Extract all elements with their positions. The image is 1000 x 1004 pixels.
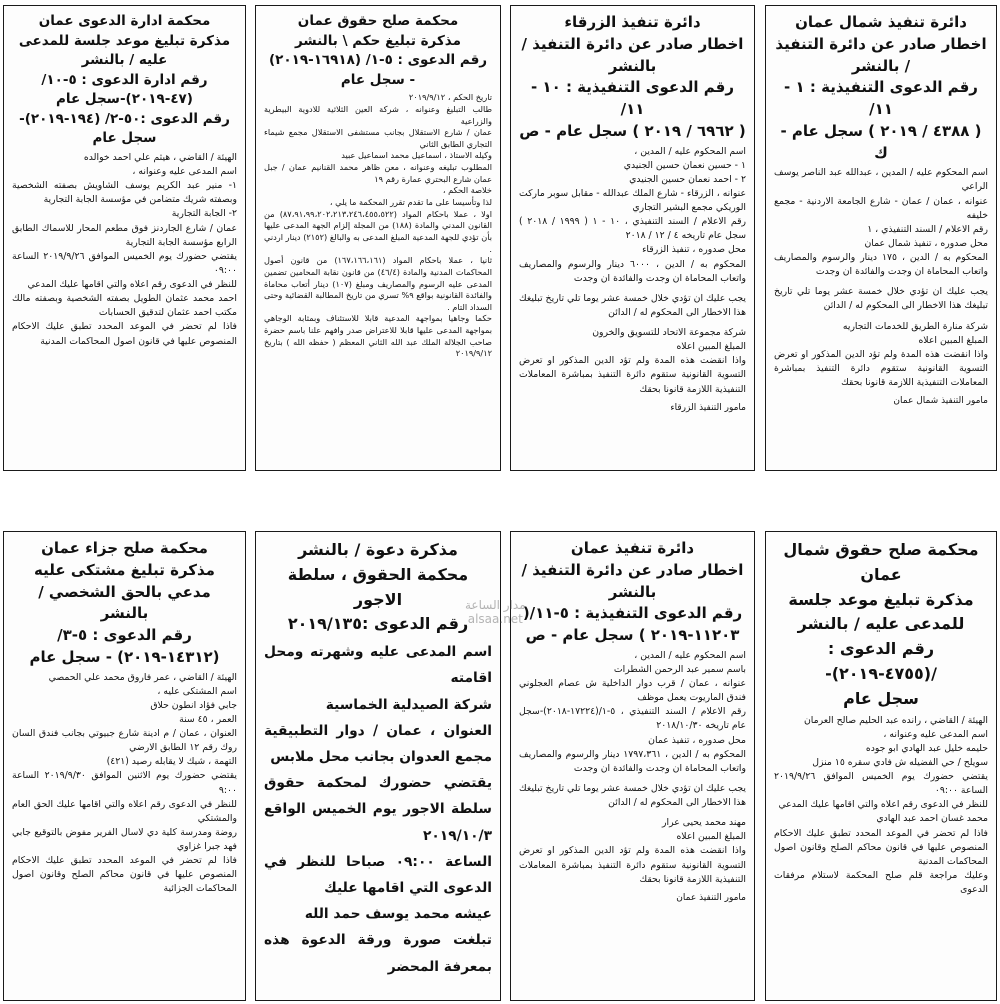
notice-amman-execution	[510, 531, 755, 1001]
notice-type: اخطار صادر عن دائرة التنفيذ / بالنشر	[775, 34, 987, 75]
paragraph: فاذا لم تحضر في الموعد المحدد تطبق عليك الاحكام المنصوص عليها في قانون محاكم الصلح وقانون اصول المحاكمات الجزائية	[12, 855, 237, 895]
paragraph: حكما وجاهيا بمواجهة المدعية قابلا للاستئناف وبمثابة الوجاهي بمواجهة المدعى عليها قابلا للاعتراض صدر وافهم علنا باسم حضرة صاحب الجلالة الملك عبد الله الثاني المعظم ( حفظه الله ) بتاريخ ٢٠١٩/٩/١٢	[264, 313, 492, 359]
court-name: محكمة ادارة الدعوى عمان	[38, 13, 211, 29]
signature: مامور التنفيذ عمان	[676, 892, 746, 903]
paragraph: محل صدوره ، تنفيذ عمان	[648, 734, 746, 746]
case-number: رقم الدعوى التنفيذية : ١٠ - ١١/	[530, 78, 735, 118]
notice-body	[519, 649, 746, 887]
notice-heading	[12, 538, 237, 669]
notice-heading	[264, 12, 492, 90]
case-number: رقم الدعوى التنفيذية : ٥-١١/(	[522, 604, 743, 623]
notice-heading	[774, 538, 988, 712]
paragraph: فاذا لم تحضر في الموعد المحدد تطبق عليك الاحكام المنصوص عليها في قانون محاكم الصلح وقانون اصول المحاكمات المدنية	[774, 827, 988, 867]
paragraph: المحكوم به / الدين ، ٦٠٠٠ دينار والرسوم والمصاريف واتعاب المحاماة ان وجدت والفائدة ان وجدت	[519, 258, 746, 284]
paragraph: اولا ، عملا باحكام المواد (٨٧،٩١،٩٩،٢٠٢،٢١٣،٢٤٦،٤٥٥،٥٢٢) من القانون المدني والمادة (١٨٨) من المجلة إلزام الجهة المدعى عليها بأن تؤدي للجهة المدعية المبلغ المدعى به والبالغ (٢١٥٢) دينار اردني .	[264, 208, 492, 254]
paragraph: المبلغ المبين اعلاه	[918, 334, 988, 346]
paragraph: المبلغ المبين اعلاه	[676, 341, 746, 353]
paragraph: عنوانه ، عمان / قرب دوار الداخلية ش عصام العجلوني فندق الماريوت يعمل موظف	[519, 678, 746, 704]
case-register: (٤٧-٢٠١٩)-سجل عام	[56, 91, 193, 108]
paragraph: واذا انقضت هذه المدة ولم تؤد الدين المذكور او تعرض التسوية القانونية ستقوم دائرة التنفيذ بمباشرة المعاملات التنفيذية اللازمة قانونا بحقك	[519, 355, 746, 395]
notice-amman-case-management	[3, 5, 246, 471]
case-number: رقم الدعوى :٢٠١٩/١٣٥	[287, 614, 469, 634]
paragraph: للنظر في الدعوى رقم اعلاه والتي اقامها عليك الحق العام والمشتكي	[12, 798, 237, 824]
notice-north-amman-execution	[765, 5, 997, 471]
case-number: رقم الدعوى : ٥-٣/	[57, 626, 192, 644]
paragraph: العنوان ، عمان / م ادينة شارع جبيوتي بجانب فندق السان روك رقم ١٢ الطابق الارضي	[12, 728, 237, 754]
paragraph: العنوان ، عمان / دوار التطبيقية مجمع العدوان بجانب محل ملابس	[264, 722, 492, 765]
notice-body	[264, 92, 492, 360]
case-number-2: رقم الدعوى :٥٠-٢/ (١٩٤-٢٠١٩)-	[19, 110, 230, 127]
paragraph: مهند محمد يحيى عرار	[662, 817, 746, 829]
paragraph: المحكوم به / الدين ، ١٧٥ دينار والرسوم والمصاريف واتعاب المحاماة ان وجدت والفائدة ان وجدت	[774, 252, 988, 278]
paragraph: واذا انقضت هذه المدة ولم تؤد الدين المذكور او تعرض التسوية القانونية ستقوم دائرة التنفيذ بمباشرة المعاملات التنفيذية اللازمة قانونا بحقك	[519, 845, 746, 885]
paragraph: وكيله الاستاذ ، اسماعيل محمد اسماعيل عبيد	[341, 150, 492, 161]
notice-body	[12, 671, 237, 897]
paragraph: رقم الاعلام / السند التنفيذي ، ١	[867, 223, 988, 235]
paragraph: محمد غسان احمد عبد الهادي	[876, 813, 988, 825]
paragraph: واذا انقضت هذه المدة ولم تؤد الدين المذكور او تعرض التسوية القانونية ستقوم دائرة التنفيذ بمباشرة المعاملات التنفيذية اللازمة قانونا بحقك	[774, 348, 988, 388]
paragraph: اسم المشتكى عليه ،	[157, 685, 237, 697]
paragraph: ١- منير عبد الكريم يوسف الشاويش بصفته الشخصية وبصفته شريك متضامن في مؤسسة الجابة التجارية	[12, 180, 237, 206]
court-name: محكمة صلح حقوق عمان	[297, 13, 459, 29]
paragraph: يجب عليك ان تؤدي خلال خمسة عشر يوما تلي تاريخ تبليغك هذا الاخطار الى المحكوم له / الدائن	[519, 782, 746, 808]
court-name: محكمة الحقوق ، سلطة الاجور	[287, 564, 469, 609]
notice-type: مذكرة تبليغ حكم \ بالنشر	[295, 32, 461, 49]
notice-type: مذكرة تبليغ مشتكى عليه مدعي بالحق الشخصي / بالنشر	[34, 560, 215, 623]
paragraph: عيشه محمد يوسف حمد الله	[304, 906, 492, 923]
case-register: ( ٤٣٨٨ / ٢٠١٩ ) سجل عام - ك	[780, 121, 982, 162]
paragraph: عنوانه ، الزرقاء - شارع الملك عبدالله - مقابل سوبر ماركت الوريكي مجمع البشير التجاري	[519, 187, 746, 213]
paragraph: يقتضي حضورك يوم الاثنين الموافق ٢٠١٩/٩/٣٠ الساعة ٩:٠٠	[12, 770, 237, 796]
notice-type: اخطار صادر عن دائرة التنفيذ / بالنشر	[521, 560, 744, 601]
paragraph: تاريخ الحكم ، ٢٠١٩/٩/١٢	[408, 92, 492, 103]
case-number: رقم الدعوى : ٥-١/ (١٦٩١٨-٢٠١٩)	[268, 52, 488, 69]
paragraph: العمر ، ٤٥ سنة	[179, 713, 237, 725]
paragraph: روضة ومدرسة كلية دي لاسال الفرير مفوض بالتوقيع جابي فهد جبرا غزاوي	[12, 826, 237, 852]
paragraph: المحكوم به / الدين ، ١٧٩٧،٣٦١ دينار والرسوم والمصاريف واتعاب المحاماة ان وجدت والفائدة ان وجدت	[519, 748, 746, 774]
watermark-arabic: مدار الساعة	[465, 598, 526, 612]
paragraph: اسم المحكوم عليه / المدين ، عبدالله عبد الناصر يوسف الراعي	[774, 167, 988, 193]
court-name: دائرة تنفيذ عمان	[570, 539, 695, 557]
paragraph: للنظر في الدعوى رقم اعلاه والتي اقامها عليك المدعي	[27, 279, 237, 291]
paragraph: الهيئة / القاضي ، رانده عبد الحليم صالح العرمان	[803, 714, 988, 726]
notice-zarqa-execution	[510, 5, 755, 471]
notice-body	[774, 714, 988, 898]
court-name: دائرة تنفيذ الزرقاء	[564, 13, 701, 31]
paragraph: رقم الاعلام / السند التنفيذي ، ١٠ - ١ ( ١٩٩٩ / ٢٠١٨ ) سجل عام تاريخه ٤ / ١٢ / ٢٠١٨	[519, 216, 747, 242]
paragraph: ٢ - احمد نعمان حسين الجنيدي	[629, 173, 746, 185]
paragraph: باسم سمير عبد الرحمن الشطرات	[613, 663, 746, 675]
paragraph: سويلح / حي الفضيله ش فادي سقره ١٥ منزل	[812, 756, 988, 768]
notice-heading	[519, 538, 746, 647]
paragraph: جابي فؤاد انطون حلاق	[150, 699, 237, 711]
notice-heading	[264, 538, 492, 637]
paragraph: للنظر في الدعوى رقم اعلاه والتي اقامها عليك المدعي	[778, 799, 988, 811]
court-name: محكمة صلح حقوق شمال عمان	[783, 540, 979, 584]
notice-body	[12, 151, 237, 349]
paragraph: يجب عليك ان تؤدي خلال خمسة عشر يوما تلي تاريخ تبليغك هذا الاخطار الى المحكوم له / الدائن	[519, 292, 746, 318]
paragraph: عمان / شارع الجاردنز فوق مطعم المحار للاسماك الطابق الرابع مؤسسة الجابة التجارية	[12, 222, 237, 248]
paragraph: الهيئة / القاضي ، هيثم علي احمد خوالده	[83, 151, 237, 163]
paragraph: يقتضي حضورك يوم الخميس الموافق ٢٠١٩/٩/٢٦ الساعة ٠٩:٠٠	[774, 771, 988, 797]
notice-body	[264, 639, 492, 980]
paragraph: يقتضي حضورك يوم الخميس الموافق ٢٠١٩/٩/٢٦ الساعة ٠٩:٠٠	[12, 250, 238, 276]
paragraph: رقم الاعلام / السند التنفيذي ، ٥-١/(١٧٢٢٤-٢٠١٨)-سجل عام تاريخه ٢٠١٨/١٠/٣٠	[519, 706, 746, 732]
signature: مامور التنفيذ الزرقاء	[670, 402, 746, 413]
paragraph: تبلغت صورة ورقة الدعوة هذه بمعرفة المحضر	[264, 932, 492, 975]
paragraph: المبلغ المبين اعلاه	[676, 831, 746, 843]
paragraph: ثانيا ، عملا باحكام المواد (١٦٧،١٦٦،١٦١) من قانون أصول المحاكمات المدنية والمادة (٤٦/٤) من قانون نقابة المحامين تضمين المدعى عليه الرسوم والمصاريف ومبلغ (١٠٧) دينار أتعاب محاماة والفائدة القانونية بواقع ٩% تسري من تاريخ المطالبة القضائية وحتى السداد التام .	[264, 255, 493, 312]
paragraph: يجب عليك ان تؤدي خلال خمسة عشر يوما تلي تاريخ تبليغك هذا الاخطار الى المحكوم له / الدائن	[774, 286, 988, 312]
paragraph: عمان / شارع الاستقلال بجانب مستشفى الاستقلال مجمع شيماء التجاري الطابق الثاني	[264, 127, 492, 149]
notice-north-amman-civil	[765, 531, 997, 1001]
notice-wage-authority-summons	[255, 531, 501, 1001]
paragraph: محل صدوره ، تنفيذ الزرقاء	[642, 244, 746, 256]
paragraph: اسم المحكوم عليه / المدين ،	[634, 145, 746, 157]
court-name: دائرة تنفيذ شمال عمان	[795, 13, 967, 31]
notice-amman-criminal	[3, 531, 246, 1001]
paragraph: شركة مجموعة الاتحاد للتسويق والخرون	[592, 327, 746, 338]
notice-type: مذكرة دعوة / بالنشر	[298, 540, 458, 559]
paragraph: اسم المدعى عليه وشهرته ومحل اقامته	[264, 644, 492, 687]
notice-amman-civil-judgment	[255, 5, 501, 471]
paragraph: حليمه خليل عبد الهادي ابو جوده	[865, 742, 988, 754]
notice-type: اخطار صادر عن دائرة التنفيذ / بالنشر	[521, 34, 744, 75]
paragraph: الهيئة / القاضي ، عمر فاروق محمد علي الحمصي	[48, 671, 237, 683]
notice-heading	[12, 12, 237, 149]
paragraph: التهمة ، شيك لا يقابله رصيد (٤٢١)	[106, 756, 237, 768]
paragraph: محل صدوره ، تنفيذ شمال عمان	[864, 237, 988, 249]
case-register: - سجل عام	[340, 71, 416, 88]
notice-body	[774, 166, 988, 390]
case-register: سجل عام	[843, 688, 919, 708]
case-register-2: سجل عام	[92, 130, 157, 147]
paragraph: عنوانه ، عمان / عمان - شارع الجامعة الاردنية - مجمع خليفه	[774, 195, 988, 221]
case-number: رقم ادارة الدعوى : ٥-١٠/	[41, 71, 208, 88]
paragraph: لذا وتأسيسا على ما تقدم تقرر المحكمة ما يلي ،	[329, 197, 492, 208]
paragraph: احمد محمد عثمان الطويل بصفته الشخصية وبصفته مالك مكتب احمد عثمان لتدقيق الحسابات	[12, 293, 237, 319]
paragraph: شركة منارة الطريق للخدمات التجاريه	[842, 320, 988, 332]
case-number: رقم الدعوى التنفيذية : ١ - ١١/	[784, 78, 978, 118]
paragraph: فاذا لم تحضر في الموعد المحدد تطبق عليك الاحكام المنصوص عليها في قانون اصول المحاكمات المدنية	[12, 321, 237, 347]
paragraph: المطلوب تبليغه وعنوانه ، معن ظاهر محمد القنانيم عمان / جبل عمان شارع البحتري عمارة رقم ١٩	[264, 162, 492, 184]
paragraph: يقتضي حضورك لمحكمة حقوق سلطة الاجور يوم الخميس الواقع ٢٠١٩/١٠/٣	[264, 775, 492, 844]
signature: مامور التنفيذ شمال عمان	[893, 396, 988, 407]
case-register: (١٤٣١٢-٢٠١٩) - سجل عام	[29, 647, 220, 666]
watermark-latin: alsaa.net	[467, 612, 523, 627]
notice-type: مذكرة تبليغ موعد جلسة للمدعى عليه / بالنشر	[788, 589, 974, 634]
notice-heading	[519, 12, 746, 143]
court-name: محكمة صلح جزاء عمان	[41, 539, 208, 557]
paragraph: خلاصة الحكم ،	[442, 185, 492, 196]
notice-heading	[774, 12, 988, 164]
notice-body	[519, 145, 746, 397]
paragraph: ١ - حسين نعمان حسين الجنيدي	[623, 159, 746, 171]
paragraph: اسم المدعى عليه وعنوانه ،	[883, 728, 988, 740]
paragraph: اسم المدعى عليه وعنوانه ،	[132, 166, 237, 178]
paragraph: الساعة ٠٩:٠٠ صباحا للنظر في الدعوى التي اقامها عليك	[264, 853, 493, 897]
paragraph: ٢- الجابة التجارية	[171, 208, 237, 220]
case-register: ١١٢٠٣-٢٠١٩ ) سجل عام - ص	[525, 626, 740, 644]
paragraph: وعليك مراجعة قلم صلح المحكمة لاستلام مرفقات الدعوى	[774, 869, 988, 896]
case-number: رقم الدعوى : /(٤٧٥٥-٢٠١٩)-	[825, 639, 937, 683]
case-register: ( ٦٩٦٢ / ٢٠١٩ ) سجل عام - ص	[519, 121, 746, 140]
paragraph: طالب التبليغ وعنوانه ، شركة العين الثلاثية للادوية البيطرية والزراعية	[264, 103, 492, 126]
paragraph: شركة الصيدلية الخماسية	[325, 696, 492, 713]
paragraph: اسم المحكوم عليه / المدين ،	[634, 649, 746, 661]
notice-type: مذكرة تبليغ موعد جلسة للمدعى عليه / بالنشر	[18, 32, 231, 69]
